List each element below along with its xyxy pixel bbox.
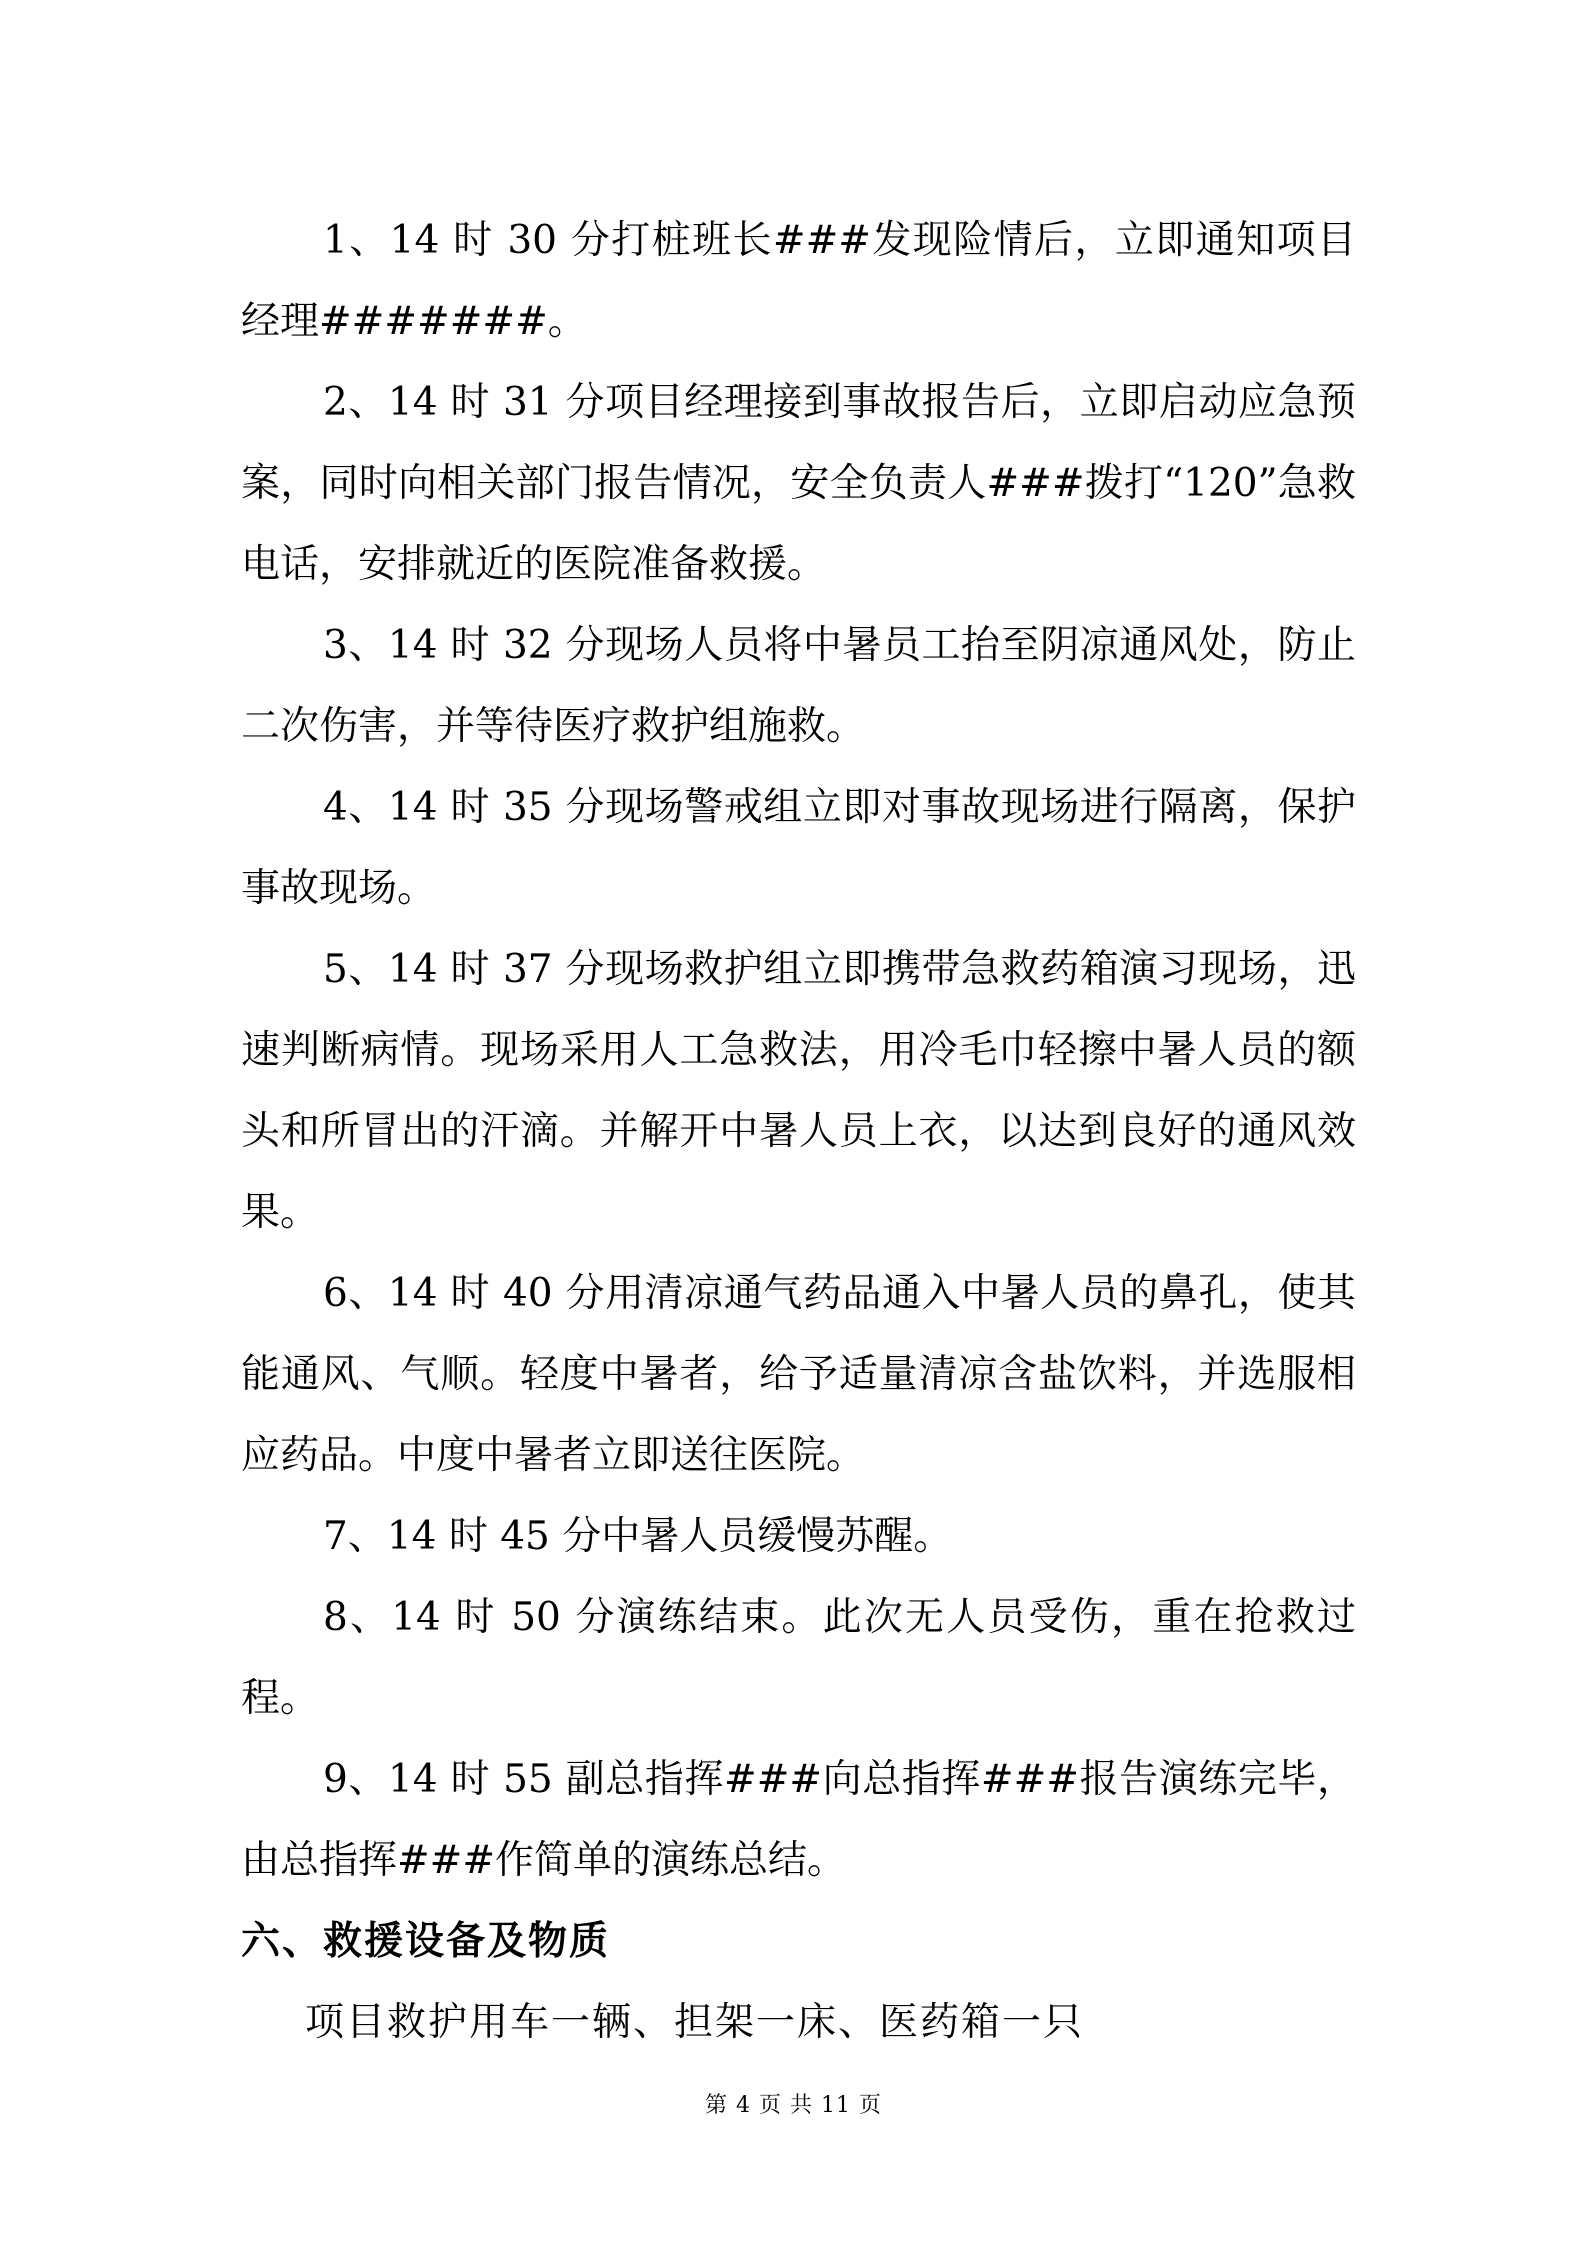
section-body: 项目救护用车一辆、担架一床、医药箱一只	[305, 2000, 1085, 2045]
step-paragraph-1: 1、14 时 30 分打桩班长###发现险情后，立即通知项目经理#######。	[241, 218, 1356, 344]
page-number-footer: 第 4 页 共 11 页	[705, 2093, 882, 2118]
step-paragraph-2: 2、14 时 31 分项目经理接到事故报告后，立即启动应急预案，同时向相关部门报告情况，安全负责人###拨打“120”急救电话，安排就近的医院准备救援。	[241, 380, 1356, 587]
step-paragraph-5: 5、14 时 37 分现场救护组立即携带急救药箱演习现场，迅速判断病情。现场采用人工急救法，用冷毛巾轻擦中暑人员的额头和所冒出的汗滴。并解开中暑人员上衣，以达到良好的通风效果。	[241, 947, 1356, 1235]
step-paragraph-4: 4、14 时 35 分现场警戒组立即对事故现场进行隔离，保护事故现场。	[241, 785, 1356, 911]
document-body	[241, 200, 1356, 2063]
step-paragraph-8: 8、14 时 50 分演练结束。此次无人员受伤，重在抢救过程。	[241, 1595, 1356, 1721]
step-paragraph-7: 7、14 时 45 分中暑人员缓慢苏醒。	[323, 1514, 953, 1559]
step-paragraph-6: 6、14 时 40 分用清凉通气药品通入中暑人员的鼻孔，使其能通风、气顺。轻度中暑者，给予适量清凉含盐饮料，并选服相应药品。中度中暑者立即送往医院。	[241, 1271, 1356, 1478]
step-paragraph-9: 9、14 时 55 副总指挥###向总指挥###报告演练完毕，由总指挥###作简单的演练总结。	[241, 1757, 1356, 1883]
section-heading: 六、救援设备及物质	[241, 1919, 611, 1964]
step-paragraph-3: 3、14 时 32 分现场人员将中暑员工抬至阴凉通风处，防止二次伤害，并等待医疗救护组施救。	[241, 623, 1356, 749]
